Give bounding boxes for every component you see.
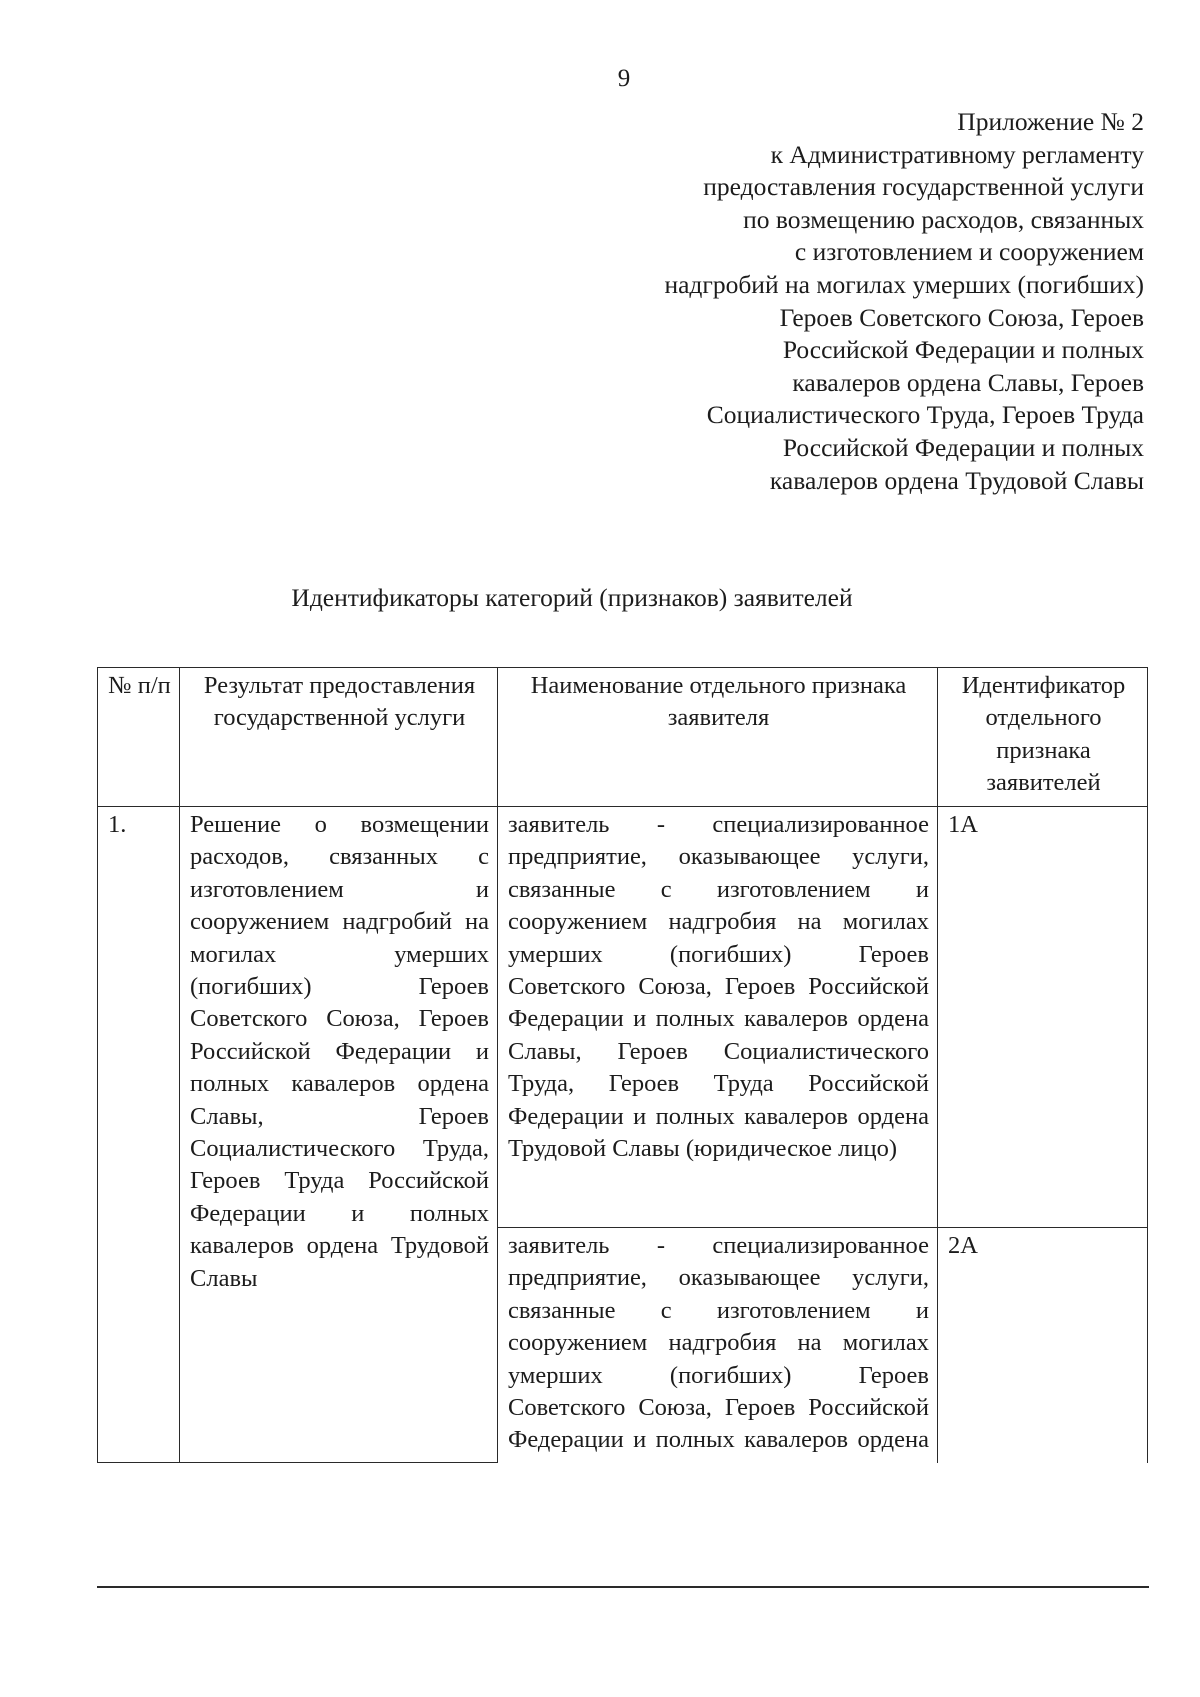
annex-line: Социалистического Труда, Героев Труда [706, 400, 1144, 430]
header-result: Результат предоставления государственной услуги [180, 668, 498, 807]
document-title: Идентификаторы категорий (признаков) заявителей [291, 583, 853, 612]
identifier-cell: 1А [938, 807, 1148, 1228]
page-number: 9 [617, 65, 631, 92]
annex-line: надгробий на могилах умерших (погибших) [664, 269, 1144, 299]
attribute-name-cell: заявитель - специализированное предприятие, оказывающее услуги, связанные с изготовлением и сооружением надгробия на могилах умерших (погибших) Героев Советского Союза, Героев Российской Федерации и полных кавалеров ордена [498, 1228, 938, 1463]
table-row [98, 807, 1148, 1228]
header-identifier: Идентификатор отдельного признака заявителей [938, 668, 1148, 807]
annex-header [664, 106, 1144, 497]
annex-line: к Административному регламенту [770, 139, 1144, 169]
table-bottom-border [97, 1586, 1149, 1588]
header-name: Наименование отдельного признака заявителя [498, 668, 938, 807]
annex-line: с изготовлением и сооружением [794, 237, 1144, 267]
annex-line: кавалеров ордена Трудовой Славы [769, 465, 1144, 495]
annex-line: кавалеров ордена Славы, Героев [792, 367, 1144, 397]
annex-line: по возмещению расходов, связанных [743, 204, 1144, 234]
identifier-cell: 2А [938, 1228, 1148, 1463]
annex-line: Российской Федерации и полных [782, 432, 1144, 462]
table-header-row [98, 668, 1148, 807]
annex-line: Приложение № 2 [957, 107, 1144, 136]
annex-line: предоставления государственной услуги [703, 172, 1144, 202]
annex-line: Российской Федерации и полных [782, 335, 1144, 365]
attribute-name-cell: заявитель - специализированное предприятие, оказывающее услуги, связанные с изготовлением и сооружением надгробия на могилах умерших (погибших) Героев Советского Союза, Героев Российской Федерации и полных кавалеров ордена Славы, Героев Социалистического Труда, Героев Труда Российской Федерации и полных кавалеров ордена Трудовой Славы (юридическое лицо) [498, 807, 938, 1228]
row-number-cell: 1. [98, 807, 180, 1463]
header-number: № п/п [98, 668, 180, 807]
result-cell: Решение о возмещении расходов, связанных с изготовлением и сооружением надгробий на могилах умерших (погибших) Героев Советского Союза, Героев Российской Федерации и полных кавалеров ордена Славы, Героев Социалистического Труда, Героев Труда Российской Федерации и полных кавалеров ордена Трудовой Славы [180, 807, 498, 1463]
annex-line: Героев Советского Союза, Героев [779, 302, 1144, 332]
identifiers-table [97, 667, 1148, 1463]
